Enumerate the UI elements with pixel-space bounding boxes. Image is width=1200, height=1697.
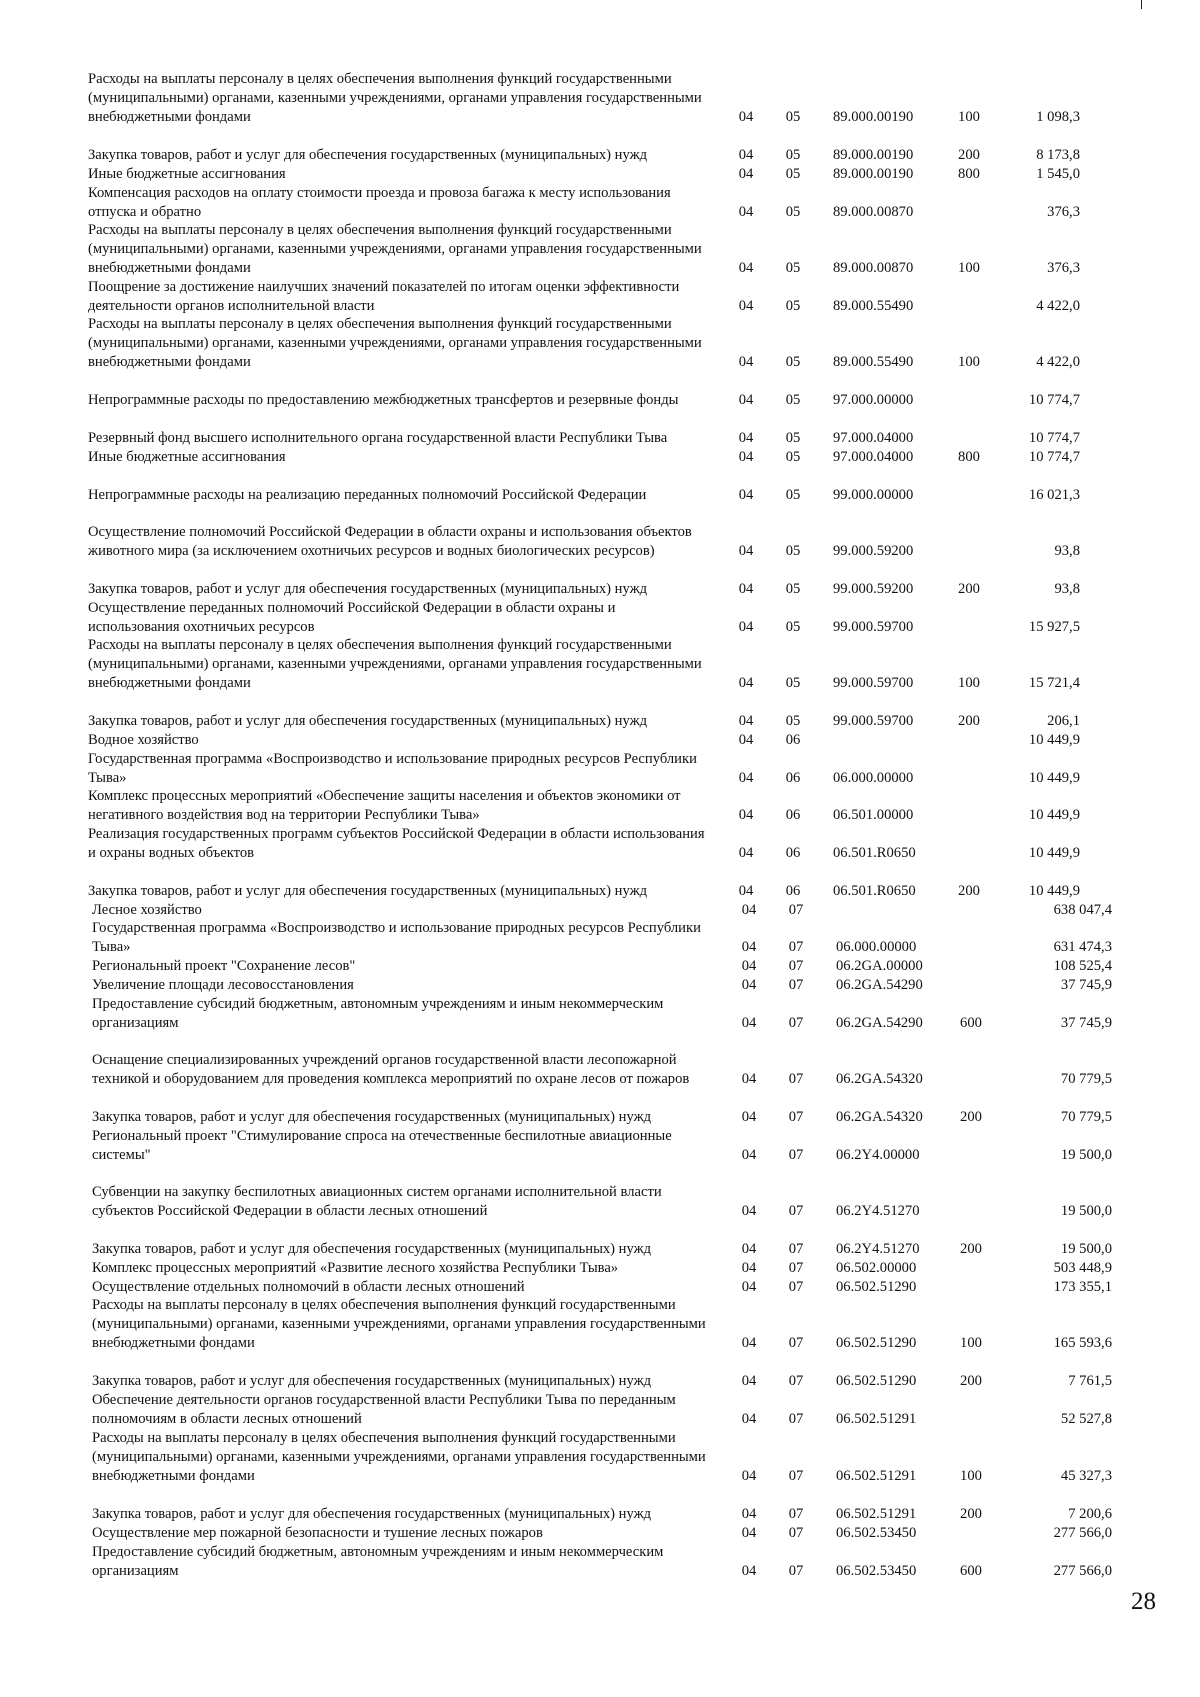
amount: 1 545,0 xyxy=(1036,166,1080,182)
target-article-code: 06.502.53450 xyxy=(836,1525,917,1541)
table-row xyxy=(0,1429,1200,1486)
subsection-code: 07 xyxy=(788,939,804,955)
target-article-code: 06.501.R0650 xyxy=(833,883,916,899)
expense-type-code: 200 xyxy=(960,1241,982,1257)
table-row xyxy=(0,976,1200,995)
table-row xyxy=(0,787,1200,825)
row-description: Региональный проект "Сохранение лесов" xyxy=(92,958,356,974)
row-description: Расходы на выплаты персоналу в целях обеспечения выполнения функций государственными (муниципальными) органами, казенными учреждениями, органами управления государственными внебюджетными фондами xyxy=(88,637,702,691)
row-description: Закупка товаров, работ и услуг для обеспечения государственных (муниципальных) нужд xyxy=(92,1506,652,1522)
target-article-code: 06.2GA.54290 xyxy=(836,1015,923,1031)
table-row xyxy=(0,693,1200,731)
subsection-code: 05 xyxy=(785,619,801,635)
amount: 165 593,6 xyxy=(1053,1335,1112,1351)
amount: 277 566,0 xyxy=(1053,1525,1112,1541)
subsection-code: 07 xyxy=(788,1015,804,1031)
amount: 206,1 xyxy=(1047,713,1080,729)
amount: 10 449,9 xyxy=(1028,845,1080,861)
target-article-code: 06.502.00000 xyxy=(836,1260,917,1276)
target-article-code: 06.502.51291 xyxy=(836,1468,917,1484)
target-article-code: 06.502.51290 xyxy=(836,1373,917,1389)
expense-type-code: 100 xyxy=(960,1335,982,1351)
amount: 503 448,9 xyxy=(1053,1260,1112,1276)
subsection-code: 07 xyxy=(788,1468,804,1484)
subsection-code: 05 xyxy=(785,392,801,408)
subsection-code: 05 xyxy=(785,109,801,125)
row-description: Осуществление мер пожарной безопасности и тушение лесных пожаров xyxy=(92,1525,543,1541)
row-description: Лесное хозяйство xyxy=(92,902,202,918)
table-row xyxy=(0,184,1200,222)
amount: 37 745,9 xyxy=(1060,977,1112,993)
row-description: Предоставление субсидий бюджетным, автономным учреждениям и иным некоммерческим организациям xyxy=(92,1544,664,1579)
row-description: Иные бюджетные ассигнования xyxy=(88,166,286,182)
row-description: Субвенции на закупку беспилотных авиационных систем органами исполнительной власти субъектов Российской Федерации в области лесных отношений xyxy=(92,1184,662,1219)
section-code: 04 xyxy=(741,1506,757,1522)
target-article-code: 97.000.04000 xyxy=(833,449,914,465)
amount: 10 449,9 xyxy=(1028,883,1080,899)
section-code: 04 xyxy=(738,260,754,276)
subsection-code: 07 xyxy=(788,1563,804,1579)
subsection-code: 07 xyxy=(788,1147,804,1163)
row-description: Водное хозяйство xyxy=(88,732,199,748)
target-article-code: 06.501.R0650 xyxy=(833,845,916,861)
row-description: Расходы на выплаты персоналу в целях обеспечения выполнения функций государственными (муниципальными) органами, казенными учреждениями, органами управления государственными внебюджетными фондами xyxy=(92,1297,706,1351)
section-code: 04 xyxy=(741,977,757,993)
target-article-code: 97.000.00000 xyxy=(833,392,914,408)
amount: 376,3 xyxy=(1047,204,1080,220)
table-row xyxy=(0,750,1200,788)
table-row xyxy=(0,1391,1200,1429)
target-article-code: 89.000.00190 xyxy=(833,109,914,125)
section-code: 04 xyxy=(741,1241,757,1257)
row-description: Компенсация расходов на оплату стоимости проезда и провоза багажа к месту использования отпуска и обратно xyxy=(88,185,671,220)
section-code: 04 xyxy=(738,675,754,691)
expense-type-code: 200 xyxy=(958,713,980,729)
section-code: 04 xyxy=(741,1015,757,1031)
expense-type-code: 100 xyxy=(960,1468,982,1484)
amount: 93,8 xyxy=(1054,543,1080,559)
table-row xyxy=(0,995,1200,1033)
table-row xyxy=(0,1353,1200,1391)
row-description: Осуществление переданных полномочий Российской Федерации в области охраны и использования охотничьих ресурсов xyxy=(88,600,616,635)
section-code: 04 xyxy=(738,770,754,786)
amount: 70 779,5 xyxy=(1060,1109,1112,1125)
amount: 1 098,3 xyxy=(1036,109,1080,125)
amount: 10 449,9 xyxy=(1028,807,1080,823)
amount: 631 474,3 xyxy=(1053,939,1112,955)
row-description: Реализация государственных программ субъектов Российской Федерации в области использования и охраны водных объектов xyxy=(88,826,705,861)
amount: 376,3 xyxy=(1047,260,1080,276)
target-article-code: 89.000.00870 xyxy=(833,204,914,220)
target-article-code: 06.2Y4.00000 xyxy=(836,1147,920,1163)
section-code: 04 xyxy=(738,109,754,125)
subsection-code: 07 xyxy=(788,1525,804,1541)
row-description: Региональный проект "Стимулирование спроса на отечественные беспилотные авиационные системы" xyxy=(92,1128,672,1163)
row-description: Резервный фонд высшего исполнительного органа государственной власти Республики Тыва xyxy=(88,430,668,446)
row-description: Государственная программа «Воспроизводство и использование природных ресурсов Республики Тыва» xyxy=(92,920,701,955)
section-code: 04 xyxy=(741,1373,757,1389)
section-code: 04 xyxy=(738,883,754,899)
section-code: 04 xyxy=(741,1411,757,1427)
section-code: 04 xyxy=(741,1071,757,1087)
subsection-code: 05 xyxy=(785,487,801,503)
amount: 108 525,4 xyxy=(1053,958,1112,974)
subsection-code: 05 xyxy=(785,430,801,446)
section-code: 04 xyxy=(741,958,757,974)
table-row xyxy=(0,919,1200,957)
subsection-code: 05 xyxy=(785,543,801,559)
row-description: Закупка товаров, работ и услуг для обеспечения государственных (муниципальных) нужд xyxy=(92,1109,652,1125)
row-description: Осуществление полномочий Российской Федерации в области охраны и использования объектов животного мира (за исключением охотничьих ресурсов и водных биологических ресурсов) xyxy=(88,524,692,559)
subsection-code: 07 xyxy=(788,1241,804,1257)
subsection-code: 05 xyxy=(785,147,801,163)
target-article-code: 06.2GA.00000 xyxy=(836,958,923,974)
row-description: Расходы на выплаты персоналу в целях обеспечения выполнения функций государственными (муниципальными) органами, казенными учреждениями, органами управления государственными внебюджетными фондами xyxy=(88,222,702,276)
subsection-code: 07 xyxy=(788,977,804,993)
row-description: Расходы на выплаты персоналу в целях обеспечения выполнения функций государственными (муниципальными) органами, казенными учреждениями, органами управления государственными внебюджетными фондами xyxy=(92,1430,706,1484)
amount: 19 500,0 xyxy=(1060,1203,1112,1219)
table-row xyxy=(0,731,1200,750)
section-code: 04 xyxy=(738,807,754,823)
amount: 93,8 xyxy=(1054,581,1080,597)
section-code: 04 xyxy=(738,732,754,748)
row-description: Закупка товаров, работ и услуг для обеспечения государственных (муниципальных) нужд xyxy=(88,147,648,163)
target-article-code: 99.000.59200 xyxy=(833,543,914,559)
section-code: 04 xyxy=(741,1260,757,1276)
table-row xyxy=(0,1089,1200,1127)
expense-type-code: 200 xyxy=(958,581,980,597)
subsection-code: 05 xyxy=(785,581,801,597)
expense-type-code: 200 xyxy=(958,883,980,899)
table-row xyxy=(0,1296,1200,1353)
table-row xyxy=(0,1164,1200,1221)
row-description: Осуществление отдельных полномочий в области лесных отношений xyxy=(92,1279,525,1295)
section-code: 04 xyxy=(741,1563,757,1579)
amount: 8 173,8 xyxy=(1036,147,1080,163)
section-code: 04 xyxy=(741,1335,757,1351)
section-code: 04 xyxy=(741,1203,757,1219)
subsection-code: 06 xyxy=(785,770,801,786)
section-code: 04 xyxy=(738,449,754,465)
subsection-code: 05 xyxy=(785,449,801,465)
subsection-code: 07 xyxy=(788,1335,804,1351)
amount: 70 779,5 xyxy=(1060,1071,1112,1087)
section-code: 04 xyxy=(741,902,757,918)
subsection-code: 07 xyxy=(788,1279,804,1295)
target-article-code: 99.000.59700 xyxy=(833,675,914,691)
amount: 7 200,6 xyxy=(1068,1506,1112,1522)
target-article-code: 06.501.00000 xyxy=(833,807,914,823)
target-article-code: 89.000.00870 xyxy=(833,260,914,276)
section-code: 04 xyxy=(741,1525,757,1541)
target-article-code: 97.000.04000 xyxy=(833,430,914,446)
table-row xyxy=(0,504,1200,561)
table-row xyxy=(0,1032,1200,1089)
section-code: 04 xyxy=(741,939,757,955)
target-article-code: 06.2GA.54320 xyxy=(836,1071,923,1087)
target-article-code: 06.2GA.54320 xyxy=(836,1109,923,1125)
target-article-code: 89.000.55490 xyxy=(833,354,914,370)
table-row xyxy=(0,1486,1200,1524)
target-article-code: 06.502.51291 xyxy=(836,1506,917,1522)
row-description: Закупка товаров, работ и услуг для обеспечения государственных (муниципальных) нужд xyxy=(92,1373,652,1389)
row-description: Комплекс процессных мероприятий «Развитие лесного хозяйства Республики Тыва» xyxy=(92,1260,619,1276)
amount: 19 500,0 xyxy=(1060,1241,1112,1257)
section-code: 04 xyxy=(741,1109,757,1125)
subsection-code: 06 xyxy=(785,845,801,861)
table-row xyxy=(0,410,1200,448)
target-article-code: 06.2Y4.51270 xyxy=(836,1241,920,1257)
table-row xyxy=(0,957,1200,976)
subsection-code: 06 xyxy=(785,732,801,748)
row-description: Расходы на выплаты персоналу в целях обеспечения выполнения функций государственными (муниципальными) органами, казенными учреждениями, органами управления государственными внебюджетными фондами xyxy=(88,316,702,370)
amount: 16 021,3 xyxy=(1028,487,1080,503)
row-description: Поощрение за достижение наилучших значений показателей по итогам оценки эффективности деятельности органов исполнительной власти xyxy=(88,279,680,314)
subsection-code: 07 xyxy=(788,902,804,918)
amount: 277 566,0 xyxy=(1053,1563,1112,1579)
row-description: Закупка товаров, работ и услуг для обеспечения государственных (муниципальных) нужд xyxy=(88,713,648,729)
section-code: 04 xyxy=(738,619,754,635)
amount: 10 449,9 xyxy=(1028,770,1080,786)
subsection-code: 05 xyxy=(785,204,801,220)
subsection-code: 06 xyxy=(785,807,801,823)
row-description: Закупка товаров, работ и услуг для обеспечения государственных (муниципальных) нужд xyxy=(88,581,648,597)
row-description: Иные бюджетные ассигнования xyxy=(88,449,286,465)
section-code: 04 xyxy=(741,1468,757,1484)
target-article-code: 89.000.55490 xyxy=(833,298,914,314)
amount: 52 527,8 xyxy=(1060,1411,1112,1427)
amount: 45 327,3 xyxy=(1060,1468,1112,1484)
amount: 10 774,7 xyxy=(1028,392,1080,408)
row-description: Увеличение площади лесовосстановления xyxy=(92,977,354,993)
expense-type-code: 200 xyxy=(960,1373,982,1389)
subsection-code: 05 xyxy=(785,298,801,314)
table-row xyxy=(0,825,1200,863)
amount: 10 449,9 xyxy=(1028,732,1080,748)
table-row xyxy=(0,467,1200,505)
amount: 10 774,7 xyxy=(1028,430,1080,446)
subsection-code: 05 xyxy=(785,354,801,370)
target-article-code: 06.000.00000 xyxy=(833,770,914,786)
table-row xyxy=(0,278,1200,316)
section-code: 04 xyxy=(741,1147,757,1163)
section-code: 04 xyxy=(738,487,754,503)
expense-type-code: 100 xyxy=(958,354,980,370)
target-article-code: 99.000.00000 xyxy=(833,487,914,503)
expense-type-code: 200 xyxy=(960,1506,982,1522)
subsection-code: 07 xyxy=(788,1260,804,1276)
expense-type-code: 100 xyxy=(958,260,980,276)
table-row xyxy=(0,561,1200,599)
row-description: Непрограммные расходы на реализацию переданных полномочий Российской Федерации xyxy=(88,487,647,503)
section-code: 04 xyxy=(738,845,754,861)
row-description: Непрограммные расходы по предоставлению межбюджетных трансфертов и резервные фонды xyxy=(88,392,679,408)
table-row xyxy=(0,315,1200,372)
table-row xyxy=(0,70,1200,127)
subsection-code: 07 xyxy=(788,1109,804,1125)
row-description: Оснащение специализированных учреждений органов государственной власти лесопожарной техникой и оборудованием для проведения комплекса мероприятий по охране лесов от пожаров xyxy=(92,1052,690,1087)
expense-type-code: 200 xyxy=(958,147,980,163)
subsection-code: 07 xyxy=(788,1506,804,1522)
expense-type-code: 800 xyxy=(958,166,980,182)
table-row xyxy=(0,372,1200,410)
expense-type-code: 100 xyxy=(958,109,980,125)
row-description: Предоставление субсидий бюджетным, автономным учреждениям и иным некоммерческим организациям xyxy=(92,996,664,1031)
section-code: 04 xyxy=(738,354,754,370)
table-row xyxy=(0,1278,1200,1297)
expense-type-code: 200 xyxy=(960,1109,982,1125)
expense-type-code: 600 xyxy=(960,1563,982,1579)
target-article-code: 89.000.00190 xyxy=(833,147,914,163)
subsection-code: 07 xyxy=(788,1071,804,1087)
subsection-code: 05 xyxy=(785,260,801,276)
table-row xyxy=(0,863,1200,901)
target-article-code: 06.2GA.54290 xyxy=(836,977,923,993)
subsection-code: 05 xyxy=(785,166,801,182)
target-article-code: 06.2Y4.51270 xyxy=(836,1203,920,1219)
expense-type-code: 600 xyxy=(960,1015,982,1031)
amount: 173 355,1 xyxy=(1053,1279,1112,1295)
target-article-code: 06.502.53450 xyxy=(836,1563,917,1579)
page-number: 28 xyxy=(1131,1588,1156,1615)
amount: 4 422,0 xyxy=(1036,354,1080,370)
table-row xyxy=(0,1259,1200,1278)
row-description: Государственная программа «Воспроизводство и использование природных ресурсов Республики Тыва» xyxy=(88,751,697,786)
row-description: Закупка товаров, работ и услуг для обеспечения государственных (муниципальных) нужд xyxy=(88,883,648,899)
amount: 15 927,5 xyxy=(1028,619,1080,635)
section-code: 04 xyxy=(741,1279,757,1295)
table-row xyxy=(0,1524,1200,1543)
row-description: Комплекс процессных мероприятий «Обеспечение защиты населения и объектов экономики от негативного воздействия вод на территории Республики Тыва» xyxy=(88,788,681,823)
row-description: Закупка товаров, работ и услуг для обеспечения государственных (муниципальных) нужд xyxy=(92,1241,652,1257)
target-article-code: 06.502.51291 xyxy=(836,1411,917,1427)
section-code: 04 xyxy=(738,392,754,408)
subsection-code: 07 xyxy=(788,958,804,974)
table-row xyxy=(0,127,1200,165)
subsection-code: 06 xyxy=(785,883,801,899)
amount: 37 745,9 xyxy=(1060,1015,1112,1031)
section-code: 04 xyxy=(738,713,754,729)
subsection-code: 07 xyxy=(788,1411,804,1427)
table-row xyxy=(0,1127,1200,1165)
section-code: 04 xyxy=(738,543,754,559)
amount: 7 761,5 xyxy=(1068,1373,1112,1389)
section-code: 04 xyxy=(738,166,754,182)
section-code: 04 xyxy=(738,147,754,163)
section-code: 04 xyxy=(738,298,754,314)
amount: 4 422,0 xyxy=(1036,298,1080,314)
subsection-code: 05 xyxy=(785,713,801,729)
target-article-code: 99.000.59200 xyxy=(833,581,914,597)
table-row xyxy=(0,636,1200,693)
table-row xyxy=(0,1543,1200,1581)
target-article-code: 06.502.51290 xyxy=(836,1279,917,1295)
target-article-code: 89.000.00190 xyxy=(833,166,914,182)
amount: 10 774,7 xyxy=(1028,449,1080,465)
amount: 15 721,4 xyxy=(1028,675,1080,691)
section-code: 04 xyxy=(738,581,754,597)
amount: 19 500,0 xyxy=(1060,1147,1112,1163)
table-row xyxy=(0,901,1200,920)
table-row xyxy=(0,448,1200,467)
row-description: Обеспечение деятельности органов государственной власти Республики Тыва по переданным полномочиям в области лесных отношений xyxy=(92,1392,676,1427)
expense-type-code: 100 xyxy=(958,675,980,691)
section-code: 04 xyxy=(738,430,754,446)
subsection-code: 07 xyxy=(788,1203,804,1219)
table-row xyxy=(0,599,1200,637)
target-article-code: 06.000.00000 xyxy=(836,939,917,955)
table-row xyxy=(0,1221,1200,1259)
amount: 638 047,4 xyxy=(1053,902,1112,918)
target-article-code: 06.502.51290 xyxy=(836,1335,917,1351)
section-code: 04 xyxy=(738,204,754,220)
row-description: Расходы на выплаты персоналу в целях обеспечения выполнения функций государственными (муниципальными) органами, казенными учреждениями, органами управления государственными внебюджетными фондами xyxy=(88,71,702,125)
table-row xyxy=(0,165,1200,184)
subsection-code: 07 xyxy=(788,1373,804,1389)
target-article-code: 99.000.59700 xyxy=(833,619,914,635)
table-row xyxy=(0,221,1200,278)
target-article-code: 99.000.59700 xyxy=(833,713,914,729)
subsection-code: 05 xyxy=(785,675,801,691)
expense-type-code: 800 xyxy=(958,449,980,465)
